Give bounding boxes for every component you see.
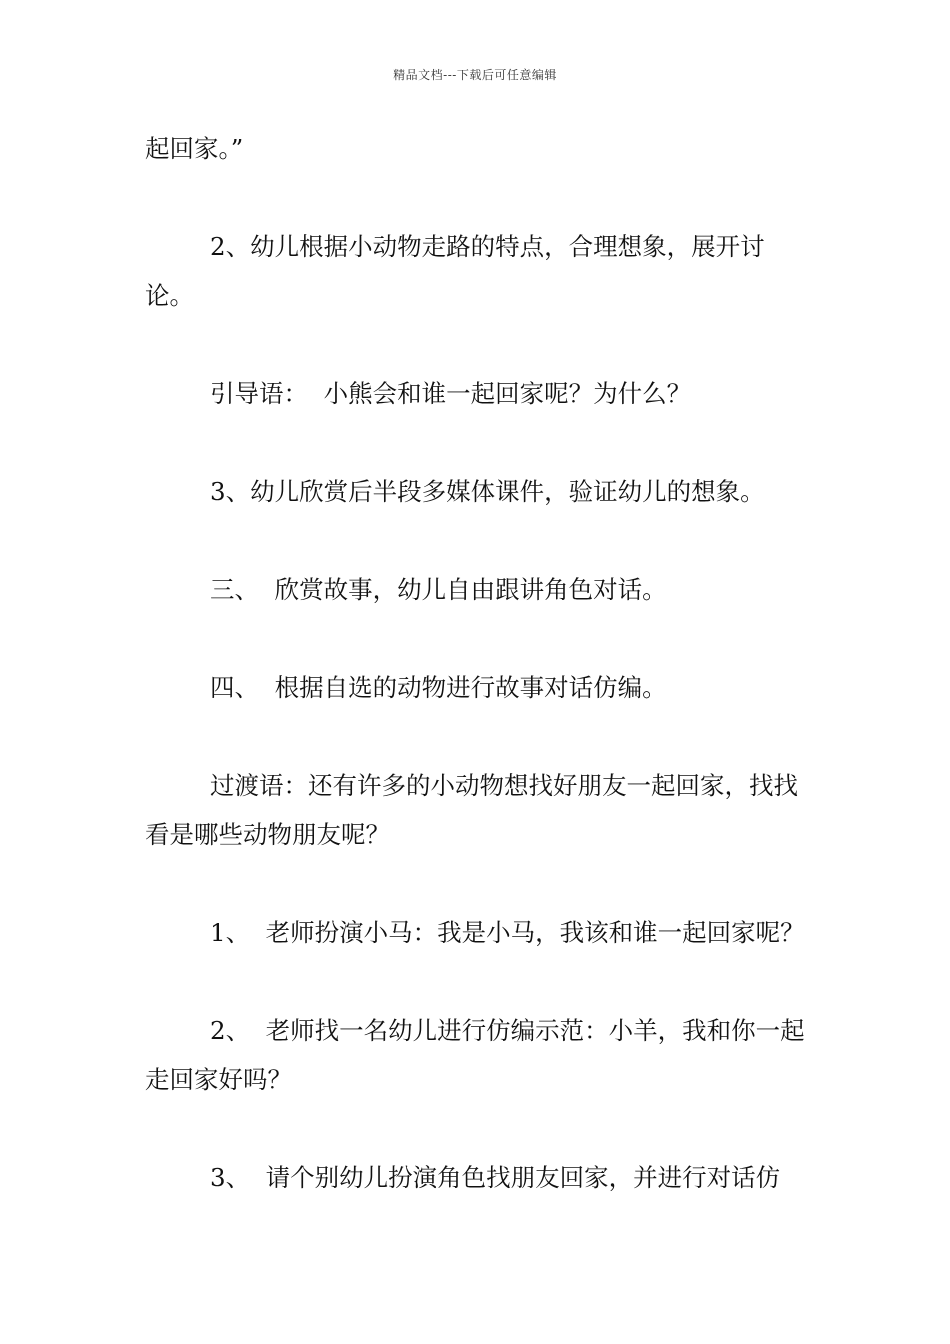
paragraph-6: 四、 根据自选的动物进行故事对话仿编。	[210, 673, 667, 702]
paragraph-5: 三、 欣赏故事，幼儿自由跟讲角色对话。	[210, 575, 667, 604]
paragraph-4: 3、幼儿欣赏后半段多媒体课件，验证幼儿的想象。	[210, 477, 765, 506]
document-body	[145, 124, 810, 1202]
paragraph-gap	[145, 320, 810, 369]
paragraph-gap	[145, 516, 810, 565]
paragraph-3: 引导语： 小熊会和谁一起回家呢？为什么？	[210, 379, 692, 408]
paragraph-gap	[145, 859, 810, 908]
paragraph-gap	[145, 712, 810, 761]
paragraph-gap	[145, 957, 810, 1006]
paragraph-9: 2、 老师找一名幼儿进行仿编示范：小羊，我和你一起走回家好吗？	[145, 1016, 805, 1094]
paragraph-gap	[145, 614, 810, 663]
paragraph-gap	[145, 418, 810, 467]
paragraph-2: 2、幼儿根据小动物走路的特点，合理想象，展开讨论。	[145, 232, 765, 310]
paragraph-8: 1、 老师扮演小马：我是小马，我该和谁一起回家呢？	[210, 918, 805, 947]
paragraph-10: 3、 请个别幼儿扮演角色找朋友回家，并进行对话仿	[210, 1163, 781, 1192]
paragraph-gap	[145, 173, 810, 222]
paragraph-gap	[145, 1104, 810, 1153]
page-header: 精品文档---下载后可任意编辑	[393, 68, 557, 82]
paragraph-7: 过渡语：还有许多的小动物想找好朋友一起回家，找找看是哪些动物朋友呢？	[145, 771, 798, 849]
paragraph-1: 起回家。”	[145, 134, 244, 163]
